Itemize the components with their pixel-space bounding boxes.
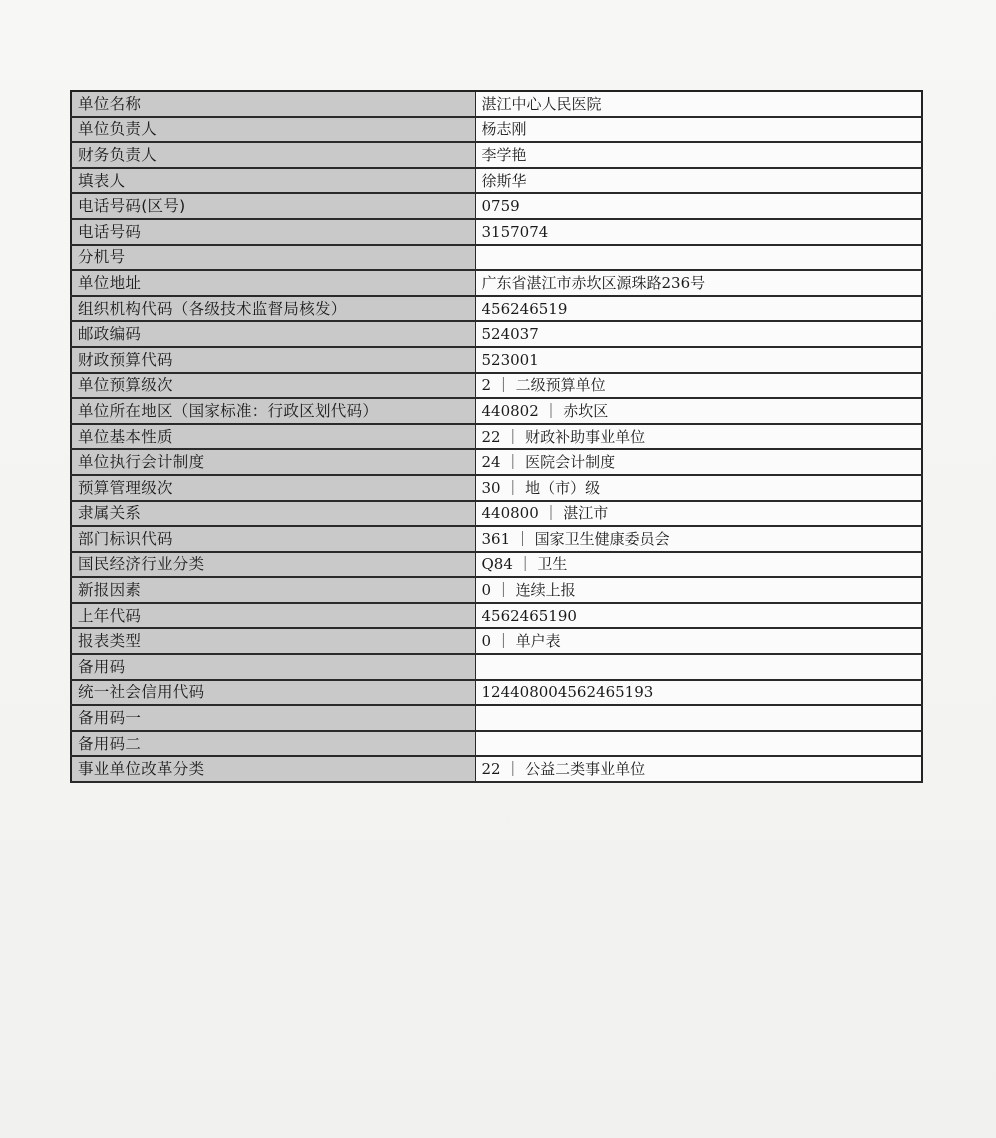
row-label: 事业单位改革分类 bbox=[71, 756, 475, 782]
row-value: 0759 bbox=[475, 193, 922, 219]
row-value bbox=[475, 245, 922, 271]
table-row bbox=[71, 91, 922, 117]
table-row bbox=[71, 475, 922, 501]
row-label: 隶属关系 bbox=[71, 501, 475, 527]
row-value: 524037 bbox=[475, 321, 922, 347]
table-row bbox=[71, 577, 922, 603]
table-row bbox=[71, 347, 922, 373]
row-value: Q84 ｜ 卫生 bbox=[475, 552, 922, 578]
row-label: 新报因素 bbox=[71, 577, 475, 603]
row-label: 邮政编码 bbox=[71, 321, 475, 347]
row-label: 预算管理级次 bbox=[71, 475, 475, 501]
row-label: 备用码 bbox=[71, 654, 475, 680]
row-label: 单位地址 bbox=[71, 270, 475, 296]
table-row bbox=[71, 526, 922, 552]
table-row bbox=[71, 193, 922, 219]
row-value: 杨志刚 bbox=[475, 117, 922, 143]
row-value: 440802 ｜ 赤坎区 bbox=[475, 398, 922, 424]
row-label: 国民经济行业分类 bbox=[71, 552, 475, 578]
table-body bbox=[71, 91, 922, 782]
table-row bbox=[71, 398, 922, 424]
row-value bbox=[475, 705, 922, 731]
row-label: 电话号码(区号) bbox=[71, 193, 475, 219]
row-value: 456246519 bbox=[475, 296, 922, 322]
table-row bbox=[71, 168, 922, 194]
row-value: 24 ｜ 医院会计制度 bbox=[475, 449, 922, 475]
row-value: 124408004562465193 bbox=[475, 680, 922, 706]
row-label: 单位所在地区（国家标准：行政区划代码） bbox=[71, 398, 475, 424]
row-value: 440800 ｜ 湛江市 bbox=[475, 501, 922, 527]
row-label: 备用码一 bbox=[71, 705, 475, 731]
table-row bbox=[71, 449, 922, 475]
table-row bbox=[71, 296, 922, 322]
row-value: 523001 bbox=[475, 347, 922, 373]
table-row bbox=[71, 142, 922, 168]
table-row bbox=[71, 628, 922, 654]
row-label: 分机号 bbox=[71, 245, 475, 271]
row-label: 备用码二 bbox=[71, 731, 475, 757]
row-label: 单位负责人 bbox=[71, 117, 475, 143]
row-label: 报表类型 bbox=[71, 628, 475, 654]
table-row bbox=[71, 705, 922, 731]
table-row bbox=[71, 552, 922, 578]
unit-info-table bbox=[70, 90, 923, 783]
row-value: 李学艳 bbox=[475, 142, 922, 168]
row-label: 单位基本性质 bbox=[71, 424, 475, 450]
row-value: 0 ｜ 连续上报 bbox=[475, 577, 922, 603]
table-row bbox=[71, 731, 922, 757]
row-label: 财政预算代码 bbox=[71, 347, 475, 373]
table-row bbox=[71, 424, 922, 450]
row-value: 361 ｜ 国家卫生健康委员会 bbox=[475, 526, 922, 552]
row-label: 电话号码 bbox=[71, 219, 475, 245]
row-value: 22 ｜ 财政补助事业单位 bbox=[475, 424, 922, 450]
row-label: 单位执行会计制度 bbox=[71, 449, 475, 475]
table-row bbox=[71, 501, 922, 527]
row-value: 0 ｜ 单户表 bbox=[475, 628, 922, 654]
row-label: 财务负责人 bbox=[71, 142, 475, 168]
row-value: 3157074 bbox=[475, 219, 922, 245]
row-label: 单位预算级次 bbox=[71, 373, 475, 399]
row-value: 湛江中心人民医院 bbox=[475, 91, 922, 117]
table-row bbox=[71, 117, 922, 143]
row-label: 上年代码 bbox=[71, 603, 475, 629]
table-row bbox=[71, 219, 922, 245]
row-label: 组织机构代码（各级技术监督局核发） bbox=[71, 296, 475, 322]
row-label: 单位名称 bbox=[71, 91, 475, 117]
table-row bbox=[71, 321, 922, 347]
table-row bbox=[71, 373, 922, 399]
row-label: 部门标识代码 bbox=[71, 526, 475, 552]
row-value: 30 ｜ 地（市）级 bbox=[475, 475, 922, 501]
table-row bbox=[71, 603, 922, 629]
row-label: 统一社会信用代码 bbox=[71, 680, 475, 706]
table-row bbox=[71, 245, 922, 271]
row-value: 徐斯华 bbox=[475, 168, 922, 194]
row-value bbox=[475, 654, 922, 680]
row-value: 2 ｜ 二级预算单位 bbox=[475, 373, 922, 399]
row-label: 填表人 bbox=[71, 168, 475, 194]
table-row bbox=[71, 756, 922, 782]
table-row bbox=[71, 654, 922, 680]
row-value: 4562465190 bbox=[475, 603, 922, 629]
row-value bbox=[475, 731, 922, 757]
row-value: 22 ｜ 公益二类事业单位 bbox=[475, 756, 922, 782]
table-row bbox=[71, 270, 922, 296]
row-value: 广东省湛江市赤坎区源珠路236号 bbox=[475, 270, 922, 296]
table-row bbox=[71, 680, 922, 706]
